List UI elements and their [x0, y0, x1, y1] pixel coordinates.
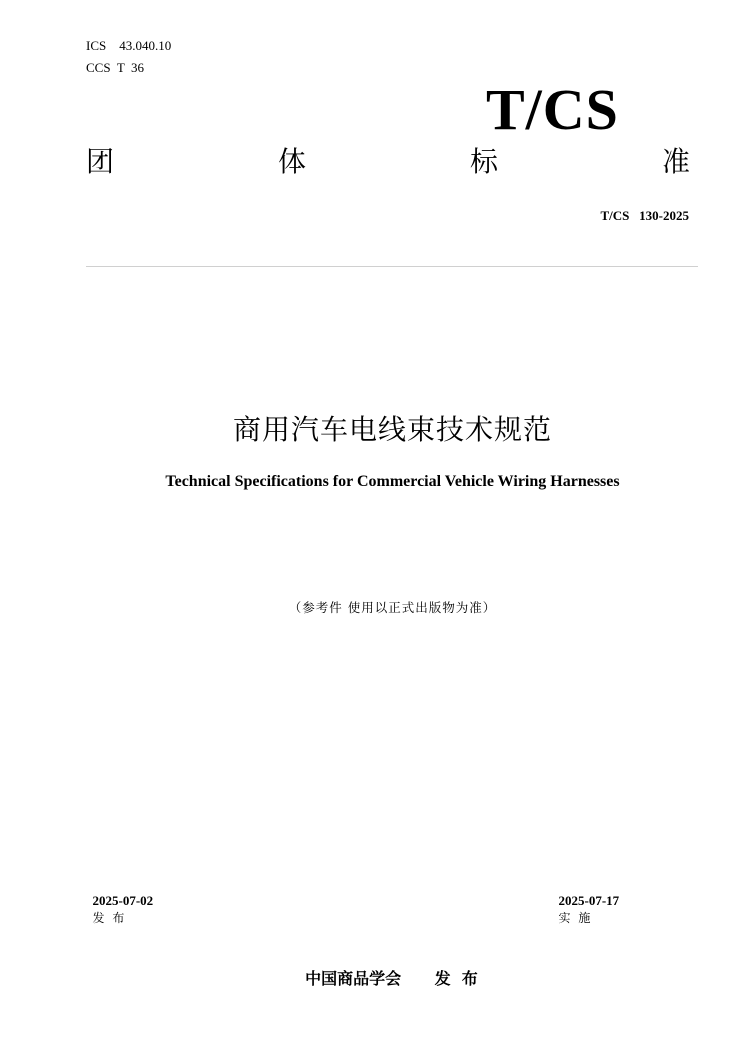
standard-logo: T/CS — [486, 77, 619, 142]
header-divider — [86, 266, 698, 267]
implement-date: 2025-07-17 — [558, 893, 620, 908]
ccs-code: CCS T 36 — [86, 60, 145, 75]
standard-type-char: 团 — [86, 145, 115, 178]
implement-date-block — [552, 877, 619, 926]
publish-label: 发 布 — [434, 969, 478, 988]
standard-type-char: 标 — [469, 145, 498, 178]
ics-code: ICS 43.040.10 — [86, 38, 172, 53]
publisher-block — [294, 947, 478, 989]
standard-type-char: 体 — [277, 145, 306, 178]
issue-date-block — [86, 877, 153, 926]
issue-label: 发 布 — [92, 911, 127, 925]
issue-date: 2025-07-02 — [92, 893, 154, 908]
title-english: Technical Specifications for Commercial Vehicle Wiring Harnesses — [165, 473, 620, 490]
implement-label: 实 施 — [558, 911, 593, 925]
standard-number: T/CS 130-2025 — [600, 208, 689, 223]
standard-type-char: 准 — [661, 145, 690, 178]
reference-note: （参考件 使用以正式出版物为准） — [288, 600, 497, 615]
publisher-name: 中国商品学会 — [305, 969, 402, 988]
title-chinese: 商用汽车电线束技术规范 — [232, 413, 552, 446]
standard-type — [86, 142, 690, 182]
